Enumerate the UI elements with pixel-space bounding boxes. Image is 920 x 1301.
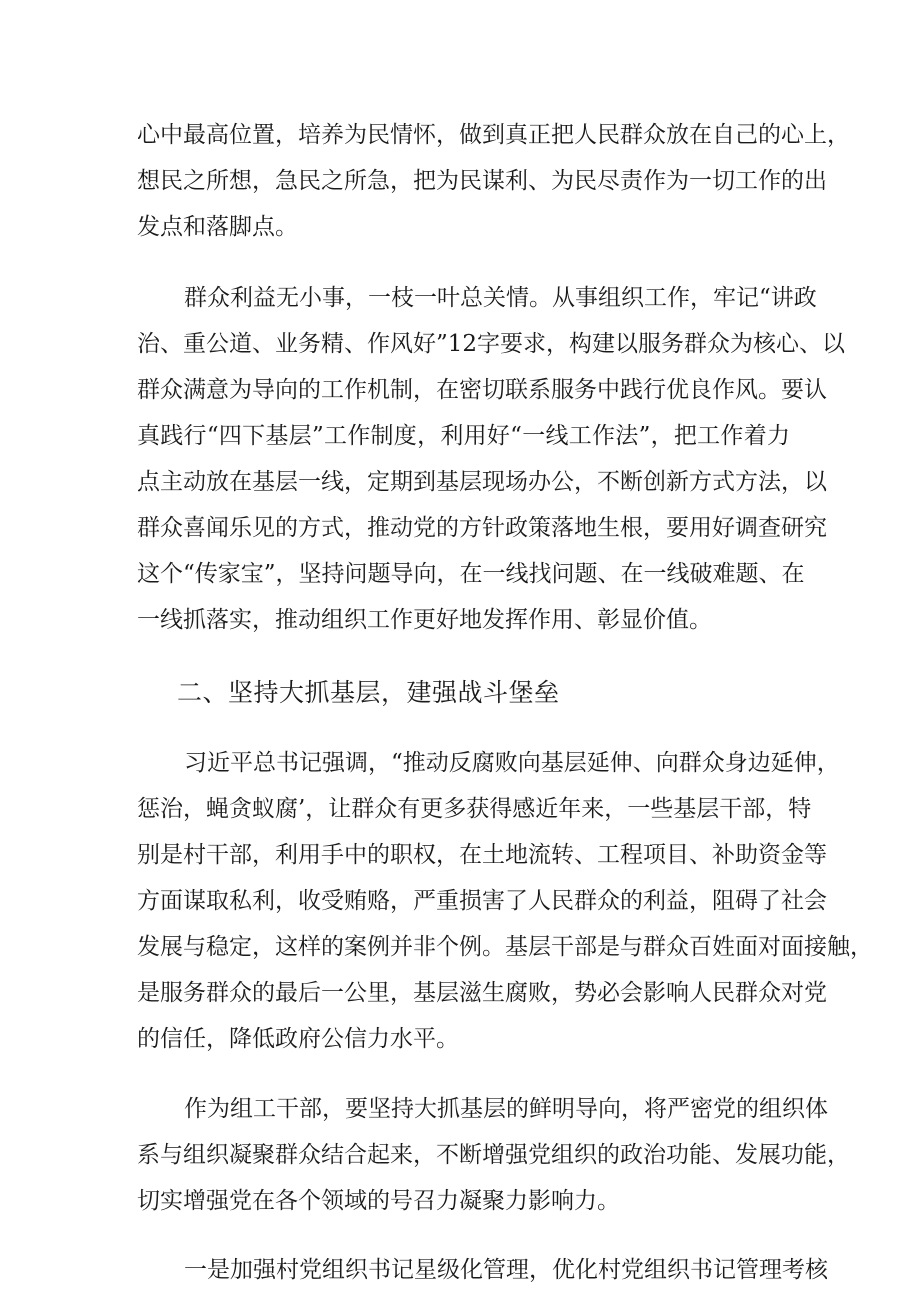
- text-line-content: 这个“传家宝”，坚持问题导向，在一线找问题、在一线破难题、在: [137, 561, 805, 587]
- text-line-content: 习近平总书记强调，“推动反腐败向基层延伸、向群众身边延伸，: [184, 750, 840, 776]
- text-line-content: 群众利益无小事，一枝一叶总关情。从事组织工作，牢记“讲政: [184, 285, 817, 311]
- text-line: [0, 740, 920, 786]
- text-line-content: 惩治，蝇贪蚁腐’，让群众有更多获得感近年来，一些基层干部，特: [137, 796, 812, 822]
- text-line: [0, 158, 920, 204]
- text-line: [0, 832, 920, 878]
- text-line: [0, 1178, 920, 1224]
- text-line-content: 群众满意为导向的工作机制，在密切联系服务中践行优良作风。要认: [137, 377, 827, 403]
- text-line: [0, 367, 920, 413]
- text-line: [0, 551, 920, 597]
- text-line: [0, 275, 920, 321]
- text-line: [0, 1132, 920, 1178]
- text-line-content: 方面谋取私利，收受贿赂，严重损害了人民群众的利益，阻碍了社会: [137, 888, 827, 914]
- text-line-content: 发点和落脚点。: [137, 214, 298, 240]
- text-line: [0, 459, 920, 505]
- text-line-content: 系与组织凝聚群众结合起来，不断增强党组织的政治功能、发展功能，: [137, 1142, 850, 1168]
- text-line: [0, 1247, 920, 1293]
- section-heading: [0, 670, 920, 716]
- text-line-content: 发展与稳定，这样的案例并非个例。基层干部是与群众百姓面对面接触，: [137, 934, 873, 960]
- text-line: [0, 321, 920, 367]
- text-line-content: 点主动放在基层一线，定期到基层现场办公，不断创新方式方法，以: [137, 469, 827, 495]
- text-line-content: 是服务群众的最后一公里，基层滋生腐败，势必会影响人民群众对党: [137, 980, 827, 1006]
- text-line: [0, 878, 920, 924]
- text-line-content: 别是村干部，利用手中的职权，在土地流转、工程项目、补助资金等: [137, 842, 827, 868]
- section-heading-text: 二、坚持大抓基层，建强战斗堡垒: [177, 678, 560, 707]
- text-line-content: 一是加强村党组织书记星级化管理，优化村党组织书记管理考核: [184, 1257, 828, 1283]
- text-line-content: 群众喜闻乐见的方式，推动党的方针政策落地生根，要用好调查研究: [137, 515, 827, 541]
- text-line-content: 作为组工干部，要坚持大抓基层的鲜明导向，将严密党的组织体: [184, 1096, 828, 1122]
- text-line: [0, 970, 920, 1016]
- text-line: [0, 112, 920, 158]
- text-line-content: 的信任，降低政府公信力水平。: [137, 1026, 459, 1052]
- text-line: [0, 786, 920, 832]
- text-line: [0, 1086, 920, 1132]
- text-line-content: 心中最高位置，培养为民情怀，做到真正把人民群众放在自己的心上，: [137, 122, 850, 148]
- text-line-content: 一线抓落实，推动组织工作更好地发挥作用、彰显价值。: [137, 607, 712, 633]
- text-line-content: 切实增强党在各个领域的号召力凝聚力影响力。: [137, 1188, 620, 1214]
- text-line: [0, 597, 920, 643]
- text-line: [0, 505, 920, 551]
- text-line: [0, 204, 920, 250]
- text-line-content: 真践行“四下基层”工作制度，利用好“一线工作法”，把工作着力: [137, 423, 790, 449]
- text-line-content: 治、重公道、业务精、作风好”12字要求，构建以服务群众为核心、以: [137, 331, 846, 357]
- text-line-content: 想民之所想，急民之所急，把为民谋利、为民尽责作为一切工作的出: [137, 168, 827, 194]
- text-line: [0, 1016, 920, 1062]
- text-line: [0, 413, 920, 459]
- text-line: [0, 924, 920, 970]
